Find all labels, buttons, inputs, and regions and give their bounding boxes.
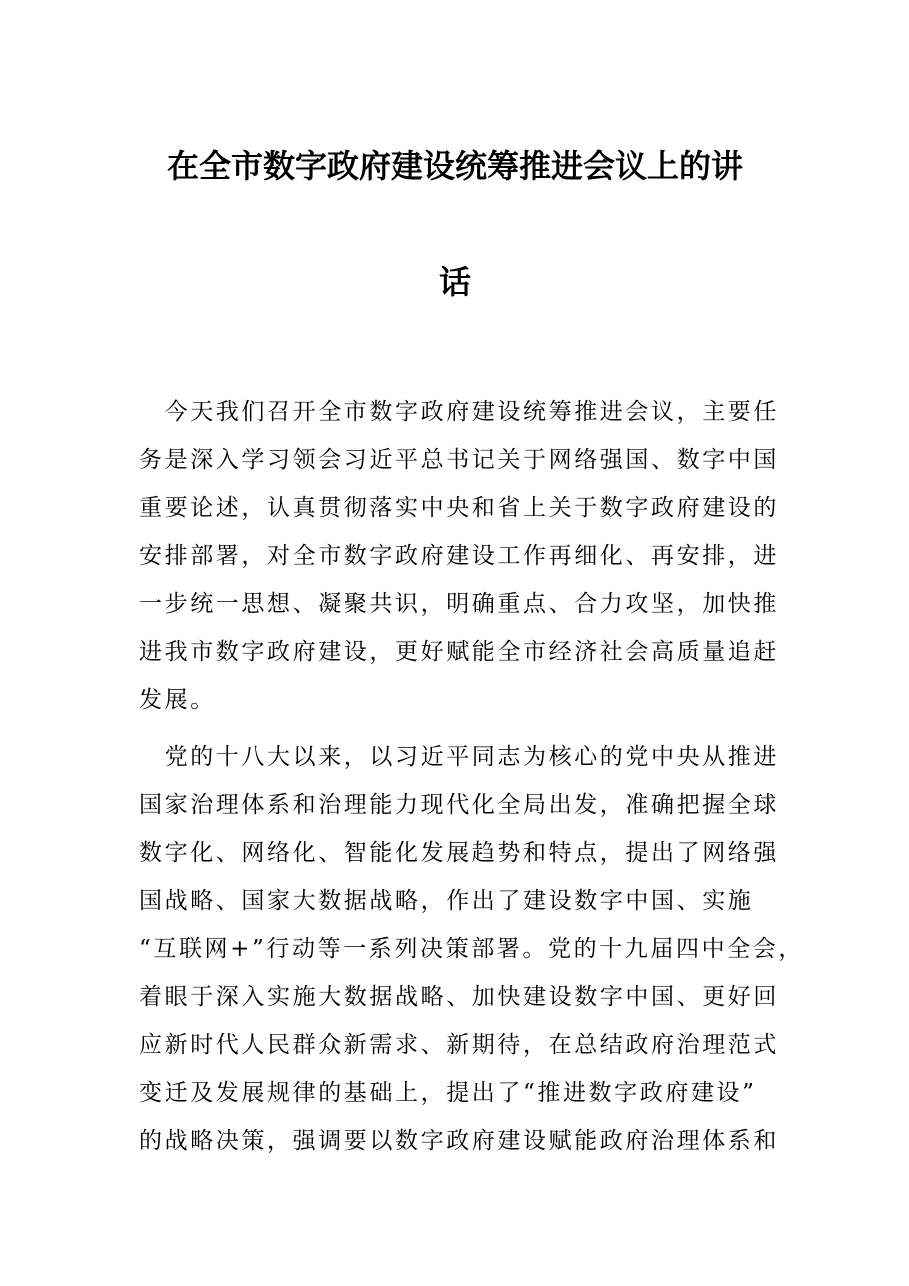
paragraph-line: 发展。 [139, 687, 216, 713]
paragraph-line: 国家治理体系和治理能力现代化全局出发，准确把握全球 [139, 792, 779, 818]
paragraph-line: 安排部署，对全市数字政府建设工作再细化、再安排，进 [139, 543, 779, 569]
paragraph-line: 务是深入学习领会习近平总书记关于网络强国、数字中国 [139, 447, 779, 473]
paragraph-line: 数字化、网络化、智能化发展趋势和特点，提出了网络强 [139, 840, 779, 866]
paragraph-line: 国战略、国家大数据战略，作出了建设数字中国、实施 [139, 888, 754, 914]
paragraph-line: 的战略决策，强调要以数字政府建设赋能政府治理体系和 [139, 1128, 779, 1154]
document-title-line-1: 在全市数字政府建设统筹推进会议上的讲 [166, 147, 743, 185]
paragraph-line: 变迁及发展规律的基础上，提出了“推进数字政府建设” [139, 1080, 757, 1106]
paragraph-line: 党的十八大以来，以习近平同志为核心的党中央从推进 [139, 744, 779, 770]
paragraph-line: 进我市数字政府建设，更好赋能全市经济社会高质量追赶 [139, 639, 779, 665]
paragraph-line: “互联网+”行动等一系列决策部署。党的十九届四中全会， [139, 936, 804, 962]
paragraph-line: 今天我们召开全市数字政府建设统筹推进会议，主要任 [139, 399, 779, 425]
paragraph-line: 应新时代人民群众新需求、新期待，在总结政府治理范式 [139, 1032, 779, 1058]
paragraph-2 [139, 733, 804, 1165]
paragraph-1 [139, 388, 779, 724]
paragraph-line: 一步统一思想、凝聚共识，明确重点、合力攻坚，加快推 [139, 591, 779, 617]
paragraph-line: 重要论述，认真贯彻落实中央和省上关于数字政府建设的 [139, 495, 779, 521]
document-title-line-2: 话 [438, 263, 471, 301]
paragraph-line: 着眼于深入实施大数据战略、加快建设数字中国、更好回 [139, 984, 779, 1010]
